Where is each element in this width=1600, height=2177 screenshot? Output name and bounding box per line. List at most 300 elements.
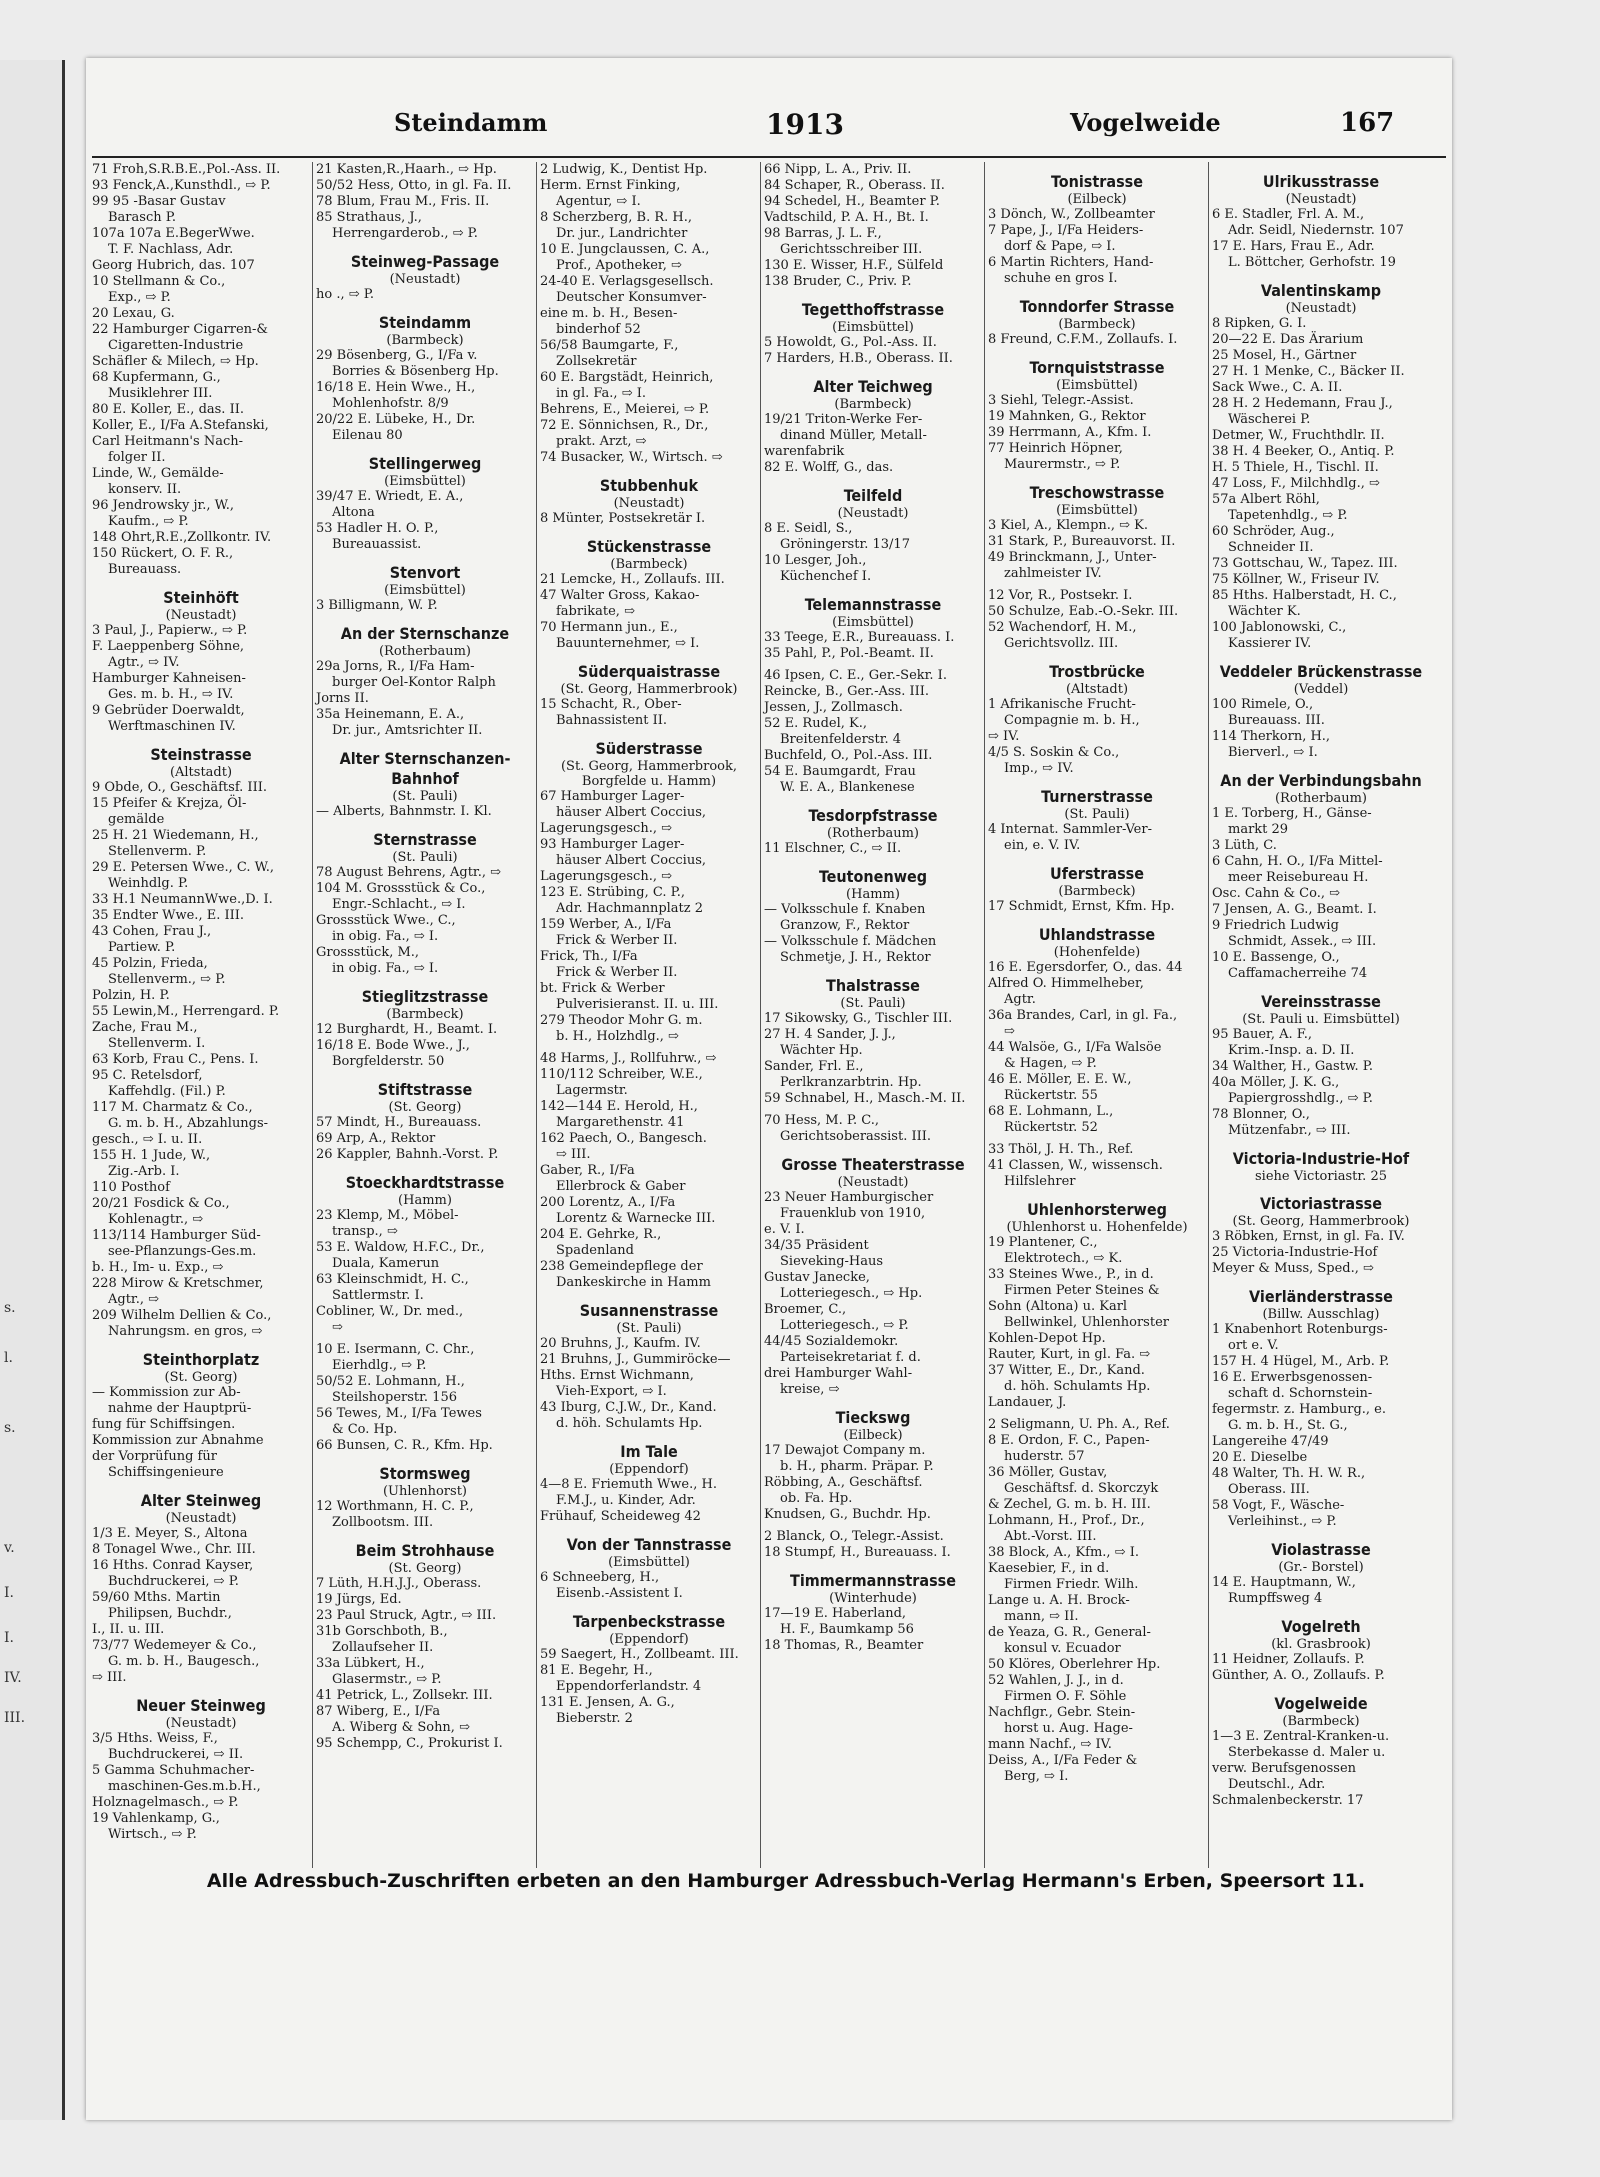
- entry-continuation: Firmen Friedr. Wilh.: [1004, 1577, 1139, 1592]
- entry-text: 54 E. Baumgardt, Frau: [764, 764, 916, 779]
- entry-text: 3 Billigmann, W. P.: [316, 598, 438, 613]
- entry-text: 29 Bösenberg, G., I/Fa v.: [316, 348, 478, 363]
- directory-column: [986, 162, 1208, 1868]
- resident-entry: [1212, 1668, 1430, 1684]
- resident-entry: [540, 1067, 758, 1099]
- resident-entry: [988, 1417, 1206, 1433]
- resident-entry: [764, 1059, 982, 1091]
- district-label: (Hamm): [398, 1193, 452, 1208]
- entry-continuation: fabrikate, ⇨: [556, 604, 635, 619]
- resident-entry: [988, 409, 1206, 425]
- resident-entry: [764, 1113, 982, 1145]
- entry-continuation: Adr. Hachmannplatz 2: [556, 901, 704, 916]
- entry-continuation: Deutschl., Adr.: [1228, 1777, 1326, 1792]
- street-name: Turnerstrasse: [1041, 787, 1153, 806]
- entry-continuation: dinand Müller, Metall-: [780, 428, 927, 443]
- entry-text: 16/18 E. Hein Wwe., H.,: [316, 380, 476, 395]
- resident-entry: [540, 1131, 758, 1163]
- entry-text: 44/45 Sozialdemokr.: [764, 1334, 899, 1349]
- street-heading: [1210, 172, 1432, 207]
- entry-continuation: folger II.: [108, 450, 166, 465]
- resident-entry: [1212, 918, 1430, 950]
- entry-text: Broemer, C.,: [764, 1302, 847, 1317]
- resident-entry: [92, 956, 310, 988]
- entry-continuation: Lotteriegesch., ⇨ Hp.: [780, 1286, 923, 1301]
- entry-continuation: Kaffehdlg. (Fil.) P.: [108, 1084, 226, 1099]
- entry-text: 15 Pfeifer & Krejza, Öl-: [92, 796, 247, 811]
- entry-text: 157 H. 4 Hügel, M., Arb. P.: [1212, 1354, 1390, 1369]
- resident-entry: [92, 370, 310, 402]
- entry-text: 123 E. Strübing, C. P.,: [540, 885, 685, 900]
- entry-text: Kommission zur Abnahme: [92, 1433, 264, 1448]
- entry-text: 5 Gamma Schuhmacher-: [92, 1763, 255, 1778]
- entry-text: Koller, E., I/Fa A.Stefanski,: [92, 418, 269, 433]
- district-label: (St. Georg, Hammerbrook, Borgfelde u. Hamm): [560, 759, 738, 789]
- entry-text: 100 Rimele, O.,: [1212, 697, 1314, 712]
- resident-entry: [988, 697, 1206, 729]
- entry-continuation: Zollbootsm. III.: [332, 1515, 434, 1530]
- entry-text: 59 Schnabel, H., Masch.-M. II.: [764, 1091, 966, 1106]
- adjacent-page-edge: [0, 60, 65, 2120]
- resident-entry: [540, 588, 758, 620]
- entry-text: 1 E. Torberg, H., Gänse-: [1212, 806, 1372, 821]
- resident-entry: [764, 902, 982, 934]
- district-label: (Neustadt): [613, 496, 685, 511]
- street-name: Tesdorpfstrasse: [808, 806, 938, 825]
- entry-continuation: Pulverisieranst. II. u. III.: [556, 997, 719, 1012]
- resident-entry: [988, 223, 1206, 255]
- entry-text: Grossstück Wwe., C.,: [316, 913, 456, 928]
- entry-text: Herm. Ernst Finking,: [540, 178, 681, 193]
- district-label: (Eimsbüttel): [384, 474, 466, 489]
- entry-continuation: d. höh. Schulamts Hp.: [556, 1416, 703, 1431]
- entry-text: 20 Bruhns, J., Kaufm. IV.: [540, 1336, 701, 1351]
- resident-entry: [92, 1260, 310, 1276]
- resident-entry: [988, 1593, 1206, 1625]
- resident-entry: [1212, 902, 1430, 918]
- entry-text: 43 Cohen, Frau J.,: [92, 924, 212, 939]
- district-label: (Barmbeck): [834, 397, 912, 412]
- entry-text: 70 Hess, M. P. C.,: [764, 1113, 880, 1128]
- entry-text: 52 Wahlen, J. J., in d.: [988, 1673, 1124, 1688]
- entry-text: 10 Lesger, Joh.,: [764, 553, 867, 568]
- resident-entry: [1212, 460, 1430, 476]
- district-label: (Veddel): [1293, 682, 1349, 697]
- entry-text: 7 Lüth, H.H.J.J., Oberass.: [316, 1576, 482, 1591]
- entry-continuation: kreise, ⇨: [780, 1382, 840, 1397]
- resident-entry: [540, 511, 758, 527]
- entry-continuation: Partiew. P.: [108, 940, 176, 955]
- entry-text: Röbbing, A., Geschäftsf.: [764, 1475, 923, 1490]
- resident-entry: [764, 1027, 982, 1059]
- margin-fragment: III.: [4, 1710, 26, 1726]
- street-name: Vogelreth: [1281, 1617, 1361, 1636]
- entry-text: 27 H. 4 Sander, J. J.,: [764, 1027, 896, 1042]
- entry-text: 78 Blum, Frau M., Fris. II.: [316, 194, 490, 209]
- column-divider: [536, 162, 537, 1868]
- entry-text: Günther, A. O., Zollaufs. P.: [1212, 1668, 1385, 1683]
- entry-text: Carl Heitmann's Nach-: [92, 434, 243, 449]
- street-name: Teutonenweg: [818, 867, 928, 886]
- entry-continuation: ⇨ III.: [556, 1147, 591, 1162]
- entry-text: 131 E. Jensen, A. G.,: [540, 1695, 675, 1710]
- resident-entry: [316, 1374, 534, 1406]
- resident-entry: [316, 178, 534, 194]
- entry-text: 6 Martin Richters, Hand-: [988, 255, 1154, 270]
- entry-text: 73 Gottschau, W., Tapez. III.: [1212, 556, 1398, 571]
- entry-text: Schmalenbeckerstr. 17: [1212, 1793, 1364, 1808]
- resident-entry: [540, 1352, 758, 1368]
- resident-entry: [92, 780, 310, 796]
- entry-continuation: horst u. Aug. Hage-: [1004, 1721, 1133, 1736]
- entry-continuation: Geschäftsf. d. Skorczyk: [1004, 1481, 1159, 1496]
- entry-text: 279 Theodor Mohr G. m.: [540, 1013, 703, 1028]
- resident-entry: [988, 1465, 1206, 1497]
- entry-text: 35 Endter Wwe., E. III.: [92, 908, 244, 923]
- entry-continuation: Steilshoperstr. 156: [332, 1390, 457, 1405]
- entry-continuation: Rumpffsweg 4: [1228, 1591, 1323, 1606]
- entry-text: 3/5 Hths. Weiss, F.,: [92, 1731, 218, 1746]
- resident-entry: [1212, 492, 1430, 524]
- street-heading: [538, 739, 760, 789]
- entry-text: 38 Block, A., Kfm., ⇨ I.: [988, 1545, 1139, 1560]
- entry-continuation: Eilenau 80: [332, 428, 403, 443]
- entry-text: 36a Brandes, Carl, in gl. Fa.,: [988, 1008, 1178, 1023]
- resident-entry: [540, 1647, 758, 1663]
- header-first-street: Steindamm: [394, 108, 548, 137]
- district-label: (Barmbeck): [386, 1007, 464, 1022]
- resident-entry: [1212, 1729, 1430, 1761]
- resident-entry: [92, 860, 310, 892]
- resident-entry: [1212, 1229, 1430, 1245]
- district-label: (kl. Grasbrook): [1271, 1637, 1371, 1652]
- entry-continuation: konserv. II.: [108, 482, 182, 497]
- entry-text: Jorns II.: [316, 691, 369, 706]
- entry-continuation: Stellenverm. P.: [108, 844, 207, 859]
- resident-entry: [764, 841, 982, 857]
- entry-text: 33 Steines Wwe., P., in d.: [988, 1267, 1154, 1282]
- resident-entry: [540, 1163, 758, 1195]
- entry-continuation: Adr. Seidl, Niedernstr. 107: [1228, 223, 1404, 238]
- resident-entry: [92, 226, 310, 258]
- entry-text: 2 Ludwig, K., Dentist Hp.: [540, 162, 708, 177]
- entry-text: 23 Klemp, M., Möbel-: [316, 1208, 459, 1223]
- entry-text: 33 Thöl, J. H. Th., Ref.: [988, 1142, 1134, 1157]
- entry-continuation: ⇨: [1004, 1024, 1015, 1039]
- entry-text: 2 Seligmann, U. Ph. A., Ref.: [988, 1417, 1170, 1432]
- entry-continuation: Zig.-Arb. I.: [108, 1164, 180, 1179]
- street-heading: [314, 749, 536, 804]
- entry-text: ⇨ III.: [92, 1670, 127, 1685]
- district-label: (Eimsbüttel): [1056, 503, 1138, 518]
- resident-entry: [316, 1022, 534, 1038]
- entry-text: 23 Neuer Hamburgischer: [764, 1190, 934, 1205]
- entry-text: Deiss, A., I/Fa Feder &: [988, 1753, 1138, 1768]
- entry-text: 10 E. Jungclaussen, C. A.,: [540, 242, 710, 257]
- entry-text: fung für Schiffsingen.: [92, 1417, 236, 1432]
- resident-entry: [316, 489, 534, 521]
- resident-entry: [988, 1673, 1206, 1705]
- entry-continuation: Papiergrosshdlg., ⇨ P.: [1228, 1091, 1373, 1106]
- street-name: Valentinskamp: [1260, 281, 1382, 300]
- resident-entry: [316, 1624, 534, 1656]
- entry-text: Langereihe 47/49: [1212, 1434, 1329, 1449]
- resident-entry: [316, 1736, 534, 1752]
- entry-text: Detmer, W., Fruchthdlr. II.: [1212, 428, 1385, 443]
- street-name: Ulrikusstrasse: [1262, 172, 1380, 191]
- entry-text: 72 E. Sönnichsen, R., Dr.,: [540, 418, 709, 433]
- entry-text: 16 Hths. Conrad Kayser,: [92, 1558, 254, 1573]
- entry-continuation: Gröningerstr. 13/17: [780, 537, 910, 552]
- entry-text: 20—22 E. Das Ärarium: [1212, 332, 1364, 347]
- entry-continuation: Agtr., ⇨: [108, 1292, 160, 1307]
- resident-entry: [540, 697, 758, 729]
- resident-entry: [764, 1545, 982, 1561]
- resident-entry: [540, 789, 758, 821]
- district-label: (Neustadt): [837, 1175, 909, 1190]
- entry-continuation: Margarethenstr. 41: [556, 1115, 685, 1130]
- resident-entry: [988, 1267, 1206, 1299]
- resident-entry: [316, 412, 534, 444]
- resident-entry: [764, 684, 982, 700]
- resident-entry: [764, 274, 982, 290]
- entry-continuation: Lorentz & Warnecke III.: [556, 1211, 716, 1226]
- street-heading: [314, 563, 536, 598]
- resident-entry: [92, 703, 310, 735]
- entry-text: 33 H.1 NeumannWwe.,D. I.: [92, 892, 273, 907]
- street-heading: [1210, 1194, 1432, 1229]
- street-heading: [986, 358, 1208, 393]
- resident-entry: [764, 646, 982, 662]
- street-heading: [314, 1464, 536, 1499]
- entry-continuation: Duala, Kamerun: [332, 1256, 440, 1271]
- entry-text: Gustav Janecke,: [764, 1270, 870, 1285]
- entry-text: I., II. u. III.: [92, 1622, 165, 1637]
- entry-continuation: Rückertstr. 52: [1004, 1120, 1098, 1135]
- resident-entry: [988, 1331, 1206, 1347]
- district-label: (St. Georg, Hammerbrook): [560, 682, 738, 697]
- resident-entry: [764, 553, 982, 585]
- resident-entry: [1212, 729, 1430, 761]
- resident-entry: [988, 1142, 1206, 1158]
- entry-text: 117 M. Charmatz & Co.,: [92, 1100, 253, 1115]
- entry-continuation: Krim.-Insp. a. D. II.: [1228, 1043, 1355, 1058]
- entry-text: Lange u. A. H. Brock-: [988, 1593, 1130, 1608]
- street-name: Neuer Steinweg: [136, 1696, 266, 1715]
- entry-text: 1 Knabenhort Rotenburgs-: [1212, 1322, 1388, 1337]
- entry-text: gesch., ⇨ I. u. II.: [92, 1132, 203, 1147]
- entry-text: Vadtschild, P. A. H., Bt. I.: [764, 210, 929, 225]
- resident-entry: [92, 1228, 310, 1260]
- entry-continuation: Zollsekretär: [556, 354, 637, 369]
- entry-text: 10 E. Bassenge, O.,: [1212, 950, 1340, 965]
- entry-text: 43 Iburg, C.J.W., Dr., Kand.: [540, 1400, 717, 1415]
- resident-entry: [988, 960, 1206, 976]
- resident-entry: [764, 460, 982, 476]
- entry-continuation: Perlkranzarbtrin. Hp.: [780, 1075, 922, 1090]
- resident-entry: [988, 393, 1206, 409]
- street-name: Steinstrasse: [150, 745, 252, 764]
- entry-continuation: Bureauass. III.: [1228, 713, 1325, 728]
- entry-text: 1/3 E. Meyer, S., Altona: [92, 1526, 248, 1541]
- street-name: Im Tale: [620, 1442, 678, 1461]
- street-name: Tegetthoffstrasse: [801, 300, 945, 319]
- entry-text: 21 Kasten,R.,Haarh., ⇨ Hp.: [316, 162, 497, 177]
- resident-entry: [540, 306, 758, 338]
- resident-entry: [92, 1180, 310, 1196]
- entry-text: 17 Dewajot Company m.: [764, 1443, 926, 1458]
- resident-entry: [988, 1433, 1206, 1465]
- resident-entry: [1212, 1761, 1430, 1793]
- resident-entry: [92, 639, 310, 671]
- entry-text: 31b Gorschboth, B.,: [316, 1624, 448, 1639]
- street-heading: [1210, 771, 1432, 806]
- street-name: Telemannstrasse: [804, 595, 942, 614]
- street-heading: [314, 830, 536, 865]
- entry-text: 100 Jablonowski, C.,: [1212, 620, 1347, 635]
- entry-text: 16 E. Erwerbsgenossen-: [1212, 1370, 1373, 1385]
- street-name: Victoria-Industrie-Hof: [1232, 1149, 1410, 1168]
- entry-continuation: Ges. m. b. H., ⇨ IV.: [108, 687, 234, 702]
- resident-entry: [316, 380, 534, 412]
- entry-text: 60 Schröder, Aug.,: [1212, 524, 1335, 539]
- entry-text: Jessen, J., Zollmasch.: [764, 700, 903, 715]
- entry-continuation: & Co. Hp.: [332, 1422, 398, 1437]
- resident-entry: [764, 412, 982, 444]
- entry-text: 47 Loss, F., Milchhdlg., ⇨: [1212, 476, 1380, 491]
- entry-text: 59 Saegert, H., Zollbeamt. III.: [540, 1647, 739, 1662]
- entry-text: 14 E. Hauptmann, W.,: [1212, 1575, 1356, 1590]
- district-label: (St. Pauli): [616, 1321, 682, 1336]
- entry-text: 84 Schaper, R., Oberass. II.: [764, 178, 945, 193]
- resident-entry: [316, 1592, 534, 1608]
- entry-text: 66 Nipp, L. A., Priv. II.: [764, 162, 912, 177]
- entry-text: 204 E. Gehrke, R.,: [540, 1227, 662, 1242]
- resident-entry: [316, 1608, 534, 1624]
- resident-entry: [540, 917, 758, 949]
- entry-text: 6 Cahn, H. O., I/Fa Mittel-: [1212, 854, 1383, 869]
- entry-continuation: Oberass. III.: [1228, 1482, 1310, 1497]
- entry-continuation: Wäscherei P.: [1228, 412, 1311, 427]
- entry-continuation: Breitenfelderstr. 4: [780, 732, 902, 747]
- entry-text: 26 Kappler, Bahnh.-Vorst. P.: [316, 1147, 499, 1162]
- entry-text: 2 Blanck, O., Telegr.-Assist.: [764, 1529, 944, 1544]
- entry-text: Hths. Ernst Wichmann,: [540, 1368, 694, 1383]
- entry-text: b. H., Im- u. Exp., ⇨: [92, 1260, 224, 1275]
- entry-text: 34/35 Präsident: [764, 1238, 869, 1253]
- entry-text: 8 Münter, Postsekretär I.: [540, 511, 706, 526]
- entry-text: 39/47 E. Wriedt, E. A.,: [316, 489, 464, 504]
- entry-continuation: Tapetenhdlg., ⇨ P.: [1228, 508, 1348, 523]
- entry-text: 9 Obde, O., Geschäftsf. III.: [92, 780, 267, 795]
- resident-entry: [764, 1222, 982, 1238]
- entry-text: 6 Schneeberg, H.,: [540, 1570, 660, 1585]
- resident-entry: [540, 1013, 758, 1045]
- resident-entry: [1212, 1354, 1430, 1370]
- resident-entry: [92, 1449, 310, 1481]
- resident-entry: [92, 162, 310, 178]
- resident-entry: [92, 1196, 310, 1228]
- resident-entry: [988, 1561, 1206, 1593]
- entry-continuation: Agtr., ⇨ IV.: [108, 655, 180, 670]
- street-heading: [1210, 1617, 1432, 1652]
- street-heading: [762, 1571, 984, 1606]
- district-label: (Neustadt): [165, 608, 237, 623]
- entry-text: 18 Stumpf, H., Bureauass. I.: [764, 1545, 951, 1560]
- resident-entry: [540, 1051, 758, 1067]
- entry-text: 3 Röbken, Ernst, in gl. Fa. IV.: [1212, 1229, 1405, 1244]
- entry-text: 10 E. Isermann, C. Chr.,: [316, 1342, 475, 1357]
- entry-text: Knudsen, G., Buchdr. Hp.: [764, 1507, 931, 1522]
- column-divider: [760, 162, 761, 1868]
- entry-continuation: Zollaufseher II.: [332, 1640, 434, 1655]
- entry-continuation: Philipsen, Buchdr.,: [108, 1606, 232, 1621]
- resident-entry: [316, 1038, 534, 1070]
- entry-continuation: Stellenverm. I.: [108, 1036, 206, 1051]
- resident-entry: [316, 1656, 534, 1688]
- entry-continuation: Schneider II.: [1228, 540, 1314, 555]
- entry-continuation: zahlmeister IV.: [1004, 566, 1102, 581]
- district-label: (Eppendorf): [609, 1632, 689, 1647]
- resident-entry: [92, 1558, 310, 1590]
- resident-entry: [764, 226, 982, 258]
- resident-entry: [540, 1695, 758, 1727]
- entry-text: 28 H. 2 Hedemann, Frau J.,: [1212, 396, 1393, 411]
- entry-text: 56 Tewes, M., I/Fa Tewes: [316, 1406, 482, 1421]
- resident-entry: [92, 1638, 310, 1670]
- entry-text: 94 Schedel, H., Beamter P.: [764, 194, 940, 209]
- entry-continuation: Bauunternehmer, ⇨ I.: [556, 636, 700, 651]
- street-heading: [1210, 1149, 1432, 1184]
- entry-continuation: Hilfslehrer: [1004, 1174, 1076, 1189]
- street-heading: [1210, 281, 1432, 316]
- entry-continuation: binderhof 52: [556, 322, 641, 337]
- entry-continuation: Bureauassist.: [332, 537, 422, 552]
- resident-entry: [764, 1475, 982, 1507]
- resident-entry: [92, 1622, 310, 1638]
- entry-text: 22 Hamburger Cigarren-&: [92, 322, 268, 337]
- resident-entry: [316, 1131, 534, 1147]
- publisher-notice: Alle Adressbuch-Zuschriften erbeten an den Hamburger Adressbuch-Verlag Hermann's Erben, Speersort 11.: [206, 1870, 1366, 1892]
- entry-continuation: gemälde: [108, 812, 165, 827]
- street-heading: [1210, 992, 1432, 1027]
- district-label: (Barmbeck): [610, 557, 688, 572]
- district-label: (Barmbeck): [1058, 317, 1136, 332]
- resident-entry: [1212, 1575, 1430, 1607]
- entry-text: Lohmann, H., Prof., Dr.,: [988, 1513, 1145, 1528]
- resident-entry: [764, 1238, 982, 1270]
- entry-text: 16/18 E. Bode Wwe., J.,: [316, 1038, 470, 1053]
- entry-continuation: L. Böttcher, Gerhofstr. 19: [1228, 255, 1396, 270]
- entry-text: 59/60 Mths. Martin: [92, 1590, 221, 1605]
- entry-text: 238 Gemeindepflege der: [540, 1259, 703, 1274]
- resident-entry: [540, 1195, 758, 1227]
- margin-fragment: s.: [4, 1420, 16, 1436]
- entry-text: 20/21 Fosdick & Co.,: [92, 1196, 230, 1211]
- entry-text: 107a 107a E.BegerWwe.: [92, 226, 255, 241]
- entry-text: 53 E. Waldow, H.F.C., Dr.,: [316, 1240, 485, 1255]
- resident-entry: [540, 1400, 758, 1432]
- entry-text: bt. Frick & Werber: [540, 981, 665, 996]
- resident-entry: [92, 1811, 310, 1843]
- entry-text: 98 Barras, J. L. F.,: [764, 226, 882, 241]
- entry-text: 57a Albert Röhl,: [1212, 492, 1320, 507]
- entry-text: Kohlen-Depot Hp.: [988, 1331, 1106, 1346]
- resident-entry: [316, 913, 534, 945]
- resident-entry: [92, 892, 310, 908]
- entry-text: 52 E. Rudel, K.,: [764, 716, 868, 731]
- entry-text: Landauer, J.: [988, 1395, 1067, 1410]
